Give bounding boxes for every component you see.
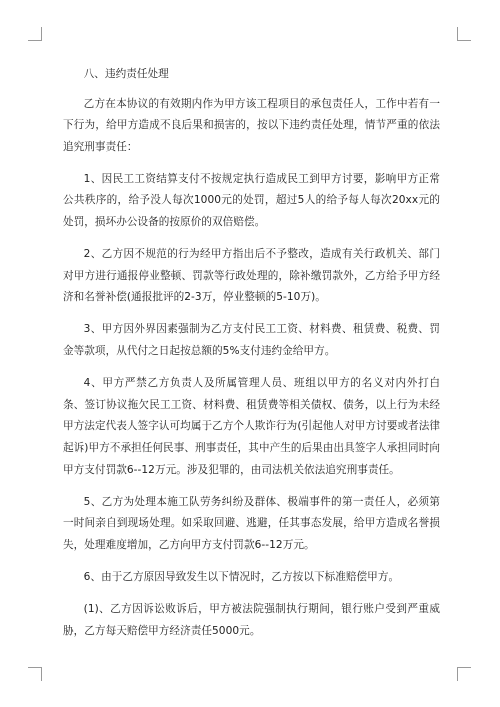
paragraph-intro: 乙方在本协议的有效期内作为甲方该工程项目的承包责任人，工作中若有一下行为，给甲方造成不良后果和损害的，按以下违约责任处理，情节严重的依法追究刑事责任： (63, 97, 440, 153)
document-body (63, 64, 440, 653)
paragraph-clause-4: 4、甲方严禁乙方负责人及所属管理人员、班组以甲方的名义对内外打白条、签订协议拖欠民工工资、材料费、租赁费等相关债权、债务，以上行为未经甲方法定代表人签字认可均属于乙方个人欺诈行为(引起他人对甲方讨要或者法律起诉)甲方不承担任何民事、刑事责任，其中产生的后果由出具签字人承担同时向甲方支付罚款6--12万元。涉及犯罪的，由司法机关依法追究刑事责任。 (63, 377, 440, 476)
paragraph-clause-2: 2、乙方因不规范的行为经甲方指出后不予整改，造成有关行政机关、部门对甲方进行通报停业整顿、罚款等行政处理的，除补缴罚款外，乙方给予甲方经济和名誉补偿(通报批评的2-3万，停业整顿的5-10万)。 (63, 248, 440, 304)
paragraph-clause-5: 5、乙方为处理本施工队劳务纠纷及群体、极端事件的第一责任人，必须第一时间亲自到现场处理。如采取回避、逃避，任其事态发展，给甲方造成名誉损失，处理难度增加，乙方向甲方支付罚款6--12万元。 (63, 495, 440, 551)
section-heading: 八、违约责任处理 (83, 68, 169, 80)
crop-mark-top-right (457, 27, 471, 41)
paragraph-subclause-1: (1)、乙方因诉讼败诉后，甲方被法院强制执行期间，银行账户受到严重威胁，乙方每天赔偿甲方经济责任5000元。 (63, 602, 440, 637)
crop-mark-bottom-left (28, 667, 42, 681)
paragraph-clause-1: 1、因民工工资结算支付不按规定执行造成民工到甲方讨要，影响甲方正常公共秩序的，给予没人每次1000元的处罚，超过5人的给予每人每次20xx元的处罚，损坏办公设备的按原价的双倍赔偿。 (63, 172, 440, 229)
crop-mark-top-left (28, 27, 42, 41)
crop-mark-bottom-right (457, 667, 471, 681)
paragraph-clause-3: 3、甲方因外界因素强制为乙方支付民工工资、材料费、租赁费、税费、罚金等款项，从代付之日起按总额的5%支付违约金给甲方。 (63, 323, 440, 358)
paragraph-clause-6: 6、由于乙方原因导致发生以下情况时，乙方按以下标准赔偿甲方。 (83, 570, 400, 583)
